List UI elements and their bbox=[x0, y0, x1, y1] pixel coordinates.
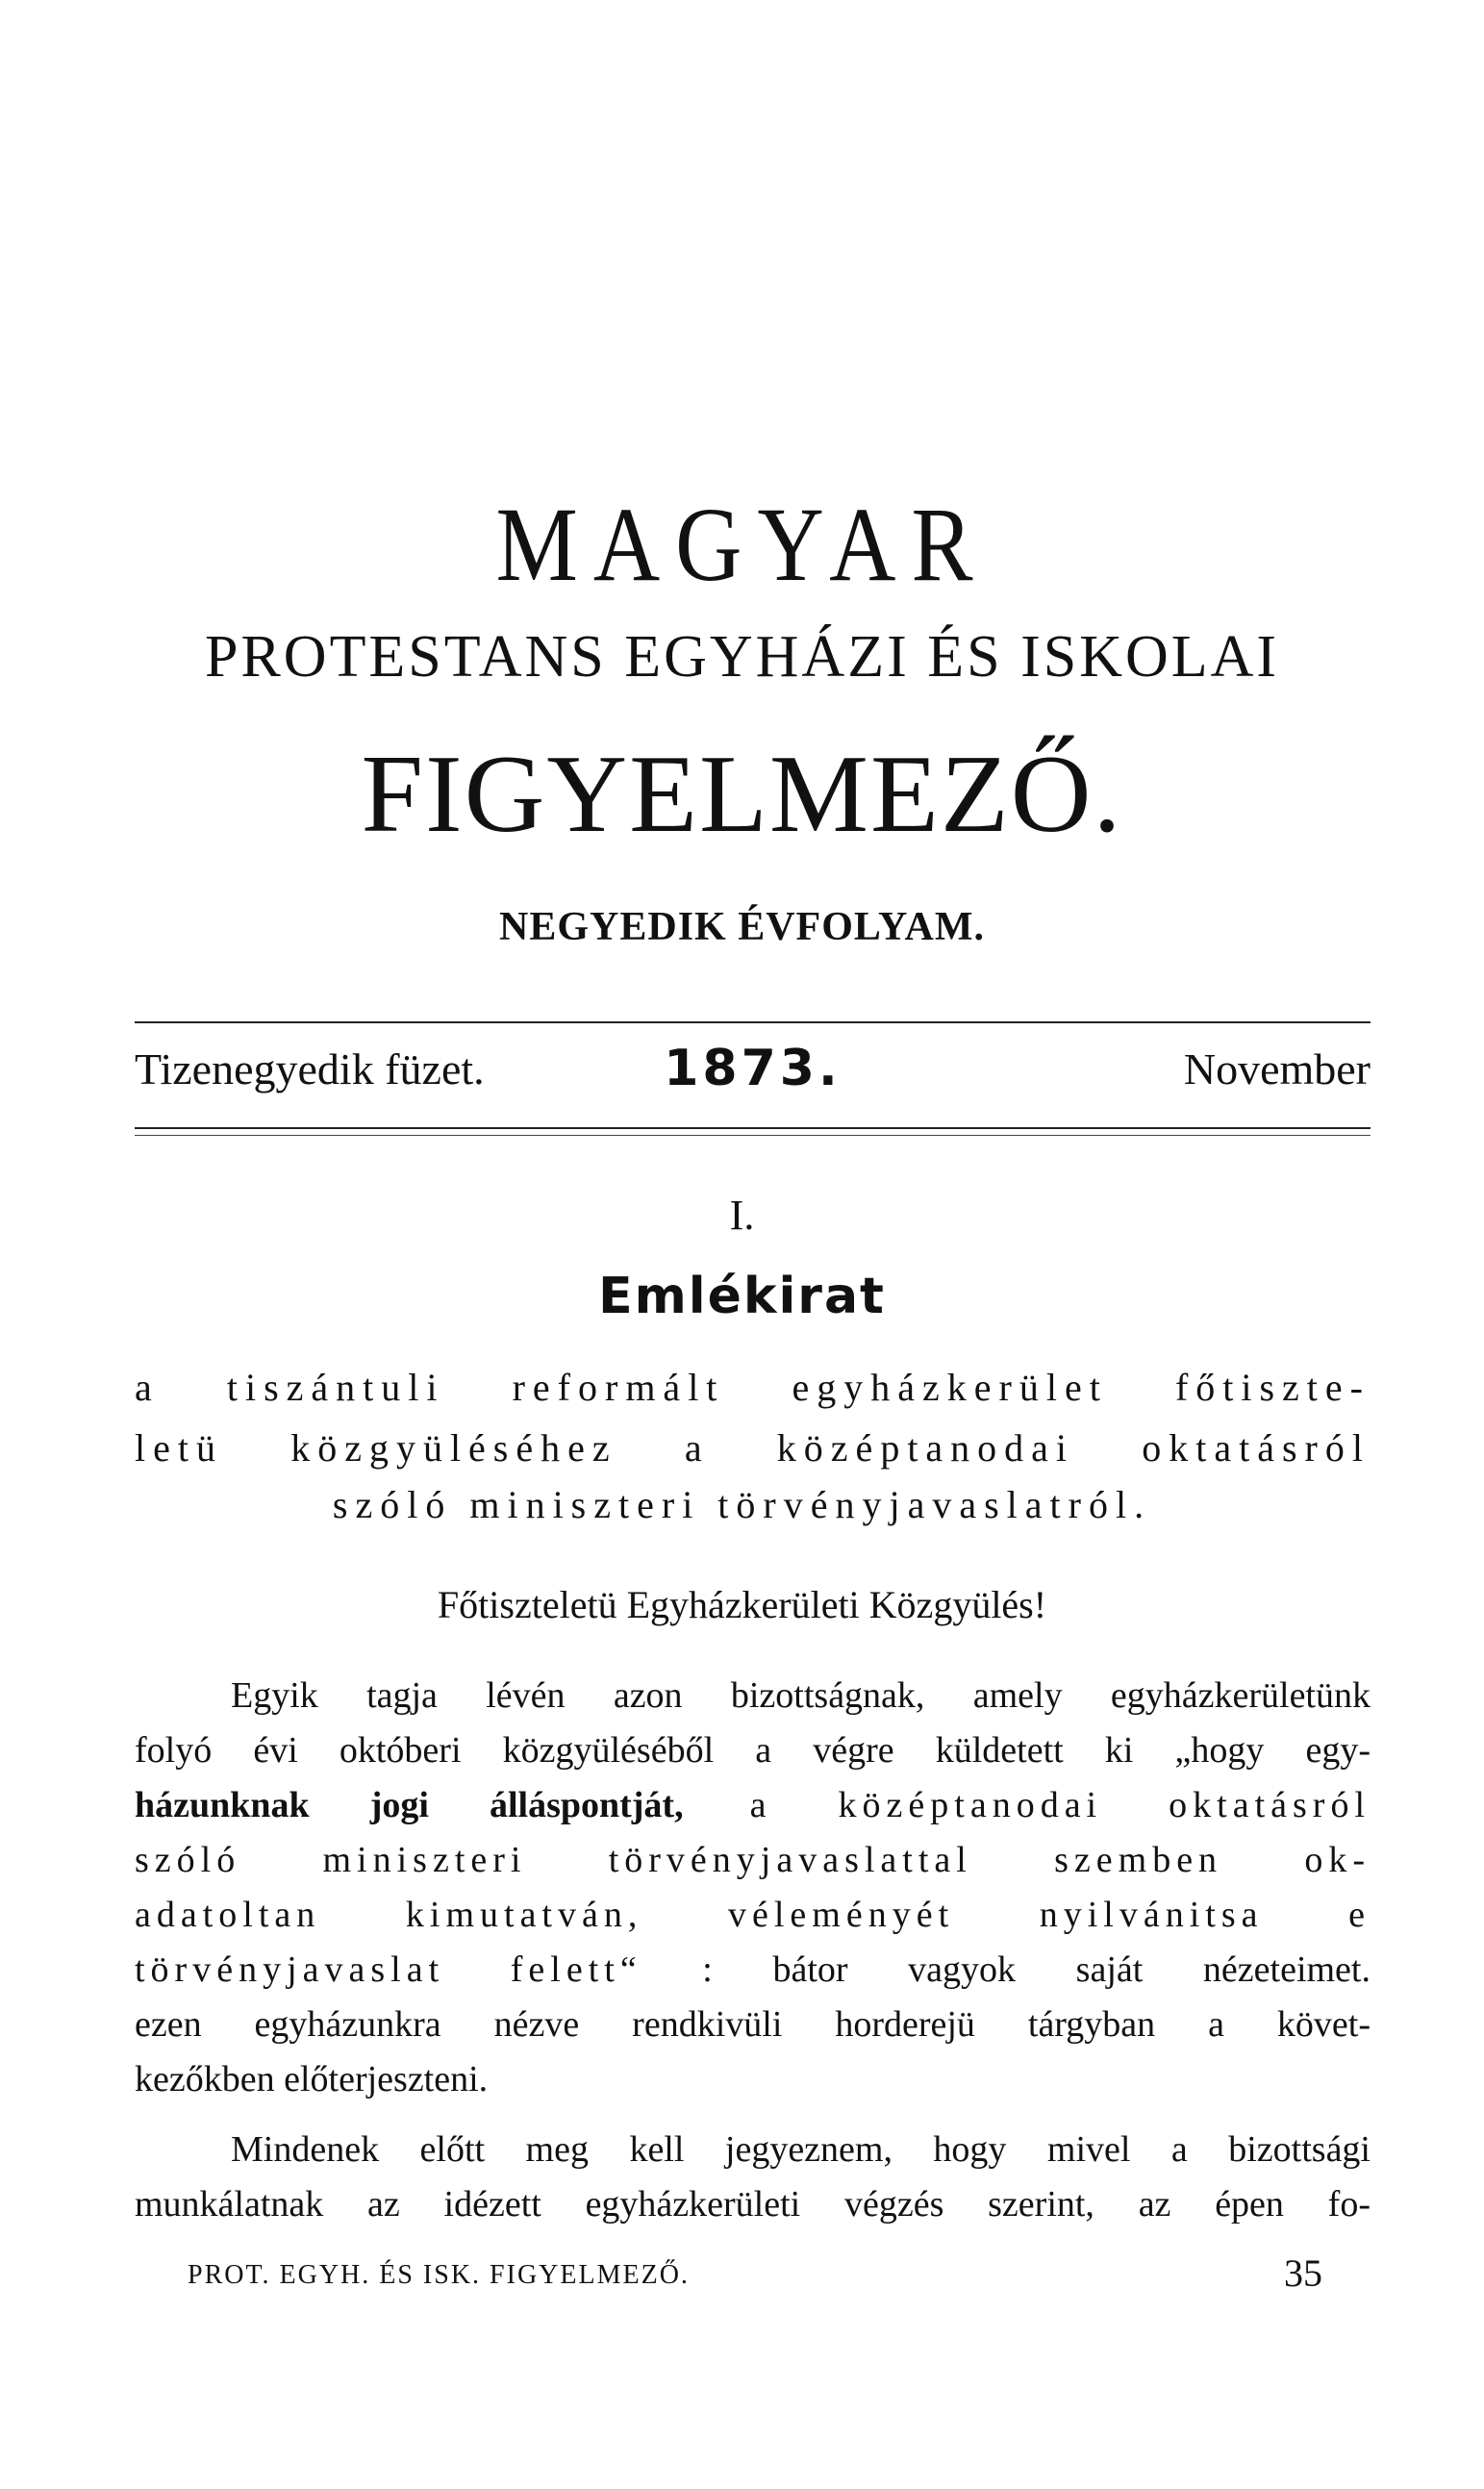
double-rule-upper bbox=[135, 1127, 1371, 1129]
paragraph-line: kezőkben előterjeszteni. bbox=[135, 2059, 489, 2099]
paragraph-line: Egyik tagja lévén azon bizottságnak, amely egyházkerületünk bbox=[231, 1675, 1371, 1716]
top-rule bbox=[135, 1021, 1371, 1023]
subtitle-line: a tiszántuli reformált egyházkerület főtiszte- bbox=[135, 1366, 1371, 1409]
salutation: Főtiszteletü Egyházkerületi Közgyülés! bbox=[437, 1583, 1047, 1626]
paragraph-line: Mindenek előtt meg kell jegyeznem, hogy mivel a bizottsági bbox=[231, 2129, 1371, 2170]
double-rule-lower bbox=[135, 1135, 1371, 1136]
issue-row bbox=[135, 1040, 1371, 1111]
section-title: Emlékirat bbox=[598, 1268, 886, 1325]
running-footer: PROT. EGYH. ÉS ISK. FIGYELMEZŐ. bbox=[188, 2260, 690, 2290]
paragraph-line bbox=[135, 1943, 1371, 1997]
journal-title-figyelmezo: FIGYELMEZŐ. bbox=[361, 733, 1123, 856]
issue-year: 1873. bbox=[664, 1040, 842, 1097]
subtitle-line: szóló miniszteri törvényjavaslatról. bbox=[332, 1483, 1152, 1526]
issue-month: November bbox=[1183, 1044, 1371, 1094]
paragraph-line: munkálatnak az idézett egyházkerületi végzés szerint, az épen fo- bbox=[135, 2184, 1371, 2225]
paragraph-line: folyó évi októberi közgyüléséből a végre küldetett ki „hogy egy- bbox=[135, 1730, 1371, 1771]
paragraph-line: szóló miniszteri törvényjavaslattal szemben ok- bbox=[135, 1840, 1371, 1880]
paragraph-line bbox=[135, 1778, 1371, 1832]
paragraph-line: adatoltan kimutatván, véleményét nyilvánitsa e bbox=[135, 1895, 1371, 1935]
spaced-phrase: a középtanodai oktatásról bbox=[683, 1785, 1371, 1825]
spaced-phrase: törvényjavaslat felett“ bbox=[135, 1949, 642, 1990]
journal-title-magyar: MAGYAR bbox=[495, 484, 989, 604]
issue-number: Tizenegyedik füzet. bbox=[135, 1044, 485, 1094]
section-numeral: I. bbox=[729, 1192, 755, 1239]
paragraph-line: ezen egyházunkra nézve rendkivüli horderejü tárgyban a követ- bbox=[135, 2004, 1371, 2045]
subtitle-line: letü közgyüléséhez a középtanodai oktatásról bbox=[135, 1426, 1371, 1470]
bold-phrase: házunknak jogi álláspontját, bbox=[135, 1785, 684, 1825]
volume-label: NEGYEDIK ÉVFOLYAM. bbox=[499, 905, 985, 949]
plain-phrase: : bátor vagyok saját nézeteimet. bbox=[641, 1949, 1371, 1990]
journal-title-line2: PROTESTANS EGYHÁZI ÉS ISKOLAI bbox=[204, 624, 1280, 690]
page-number: 35 bbox=[1284, 2251, 1322, 2295]
